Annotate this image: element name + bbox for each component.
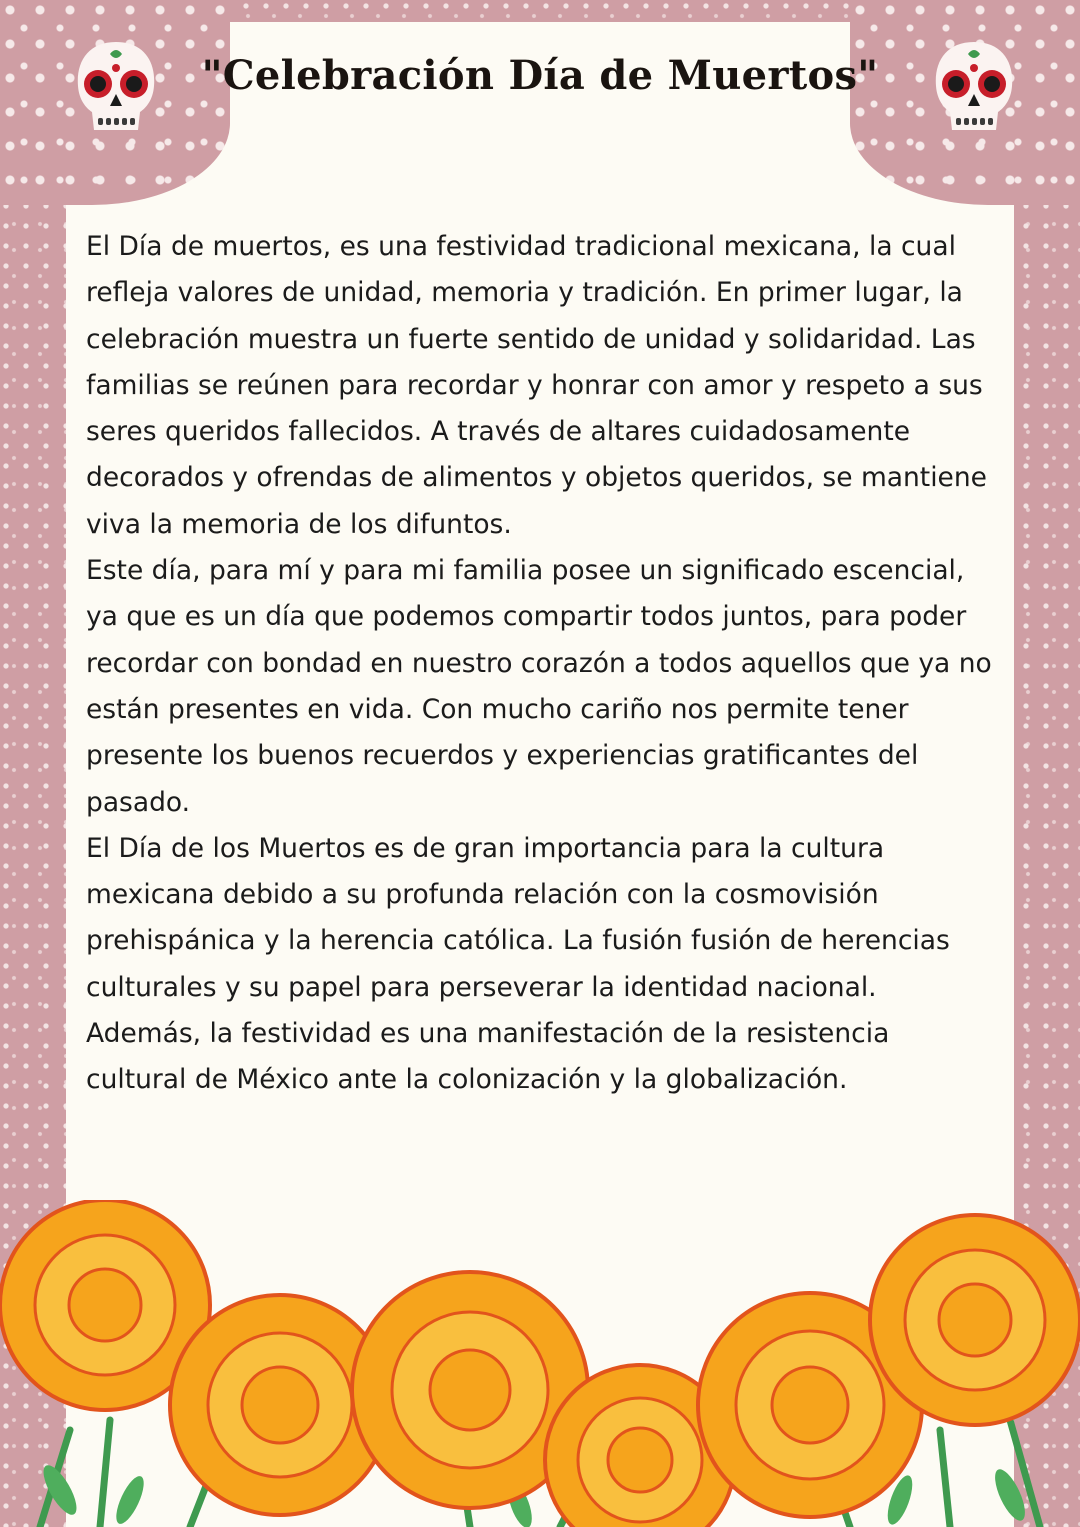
essay-body <box>86 224 998 1104</box>
document-title: "Celebración Día de Muertos" <box>201 52 879 99</box>
paragraph: Este día, para mí y para mi familia posee un significado escencial, ya que es un día que podemos compartir todos juntos, para poder recordar con bondad en nuestro corazón a todos aquellos que ya no están presentes en vida. Con mucho cariño nos permite tener presente los buenos recuerdos y experiencias gratificantes del pasado. <box>86 555 992 818</box>
paragraph: El Día de los Muertos es de gran importancia para la cultura mexicana debido a su profunda relación con la cosmovisión prehispánica y la herencia católica. La fusión fusión de herencias culturales y su papel para perseverar la identidad nacional. Además, la festividad es una manifestación de la resistencia cultural de México ante la colonización y la globalización. <box>86 832 950 1096</box>
sugar-skull-icon <box>70 38 162 138</box>
marigold-flowers <box>0 1200 1080 1527</box>
sugar-skull-icon <box>928 38 1020 138</box>
paragraph: El Día de muertos, es una festividad tradicional mexicana, la cual refleja valores de unidad, memoria y tradición. En primer lugar, la celebración muestra un fuerte sentido de unidad y solidaridad. Las familias se reúnen para recordar y honrar con amor y respeto a sus seres queridos fallecidos. A través de altares cuidadosamente decorados y ofrendas de alimentos y objetos queridos, se mantiene viva la memoria de los difuntos. <box>86 231 987 540</box>
